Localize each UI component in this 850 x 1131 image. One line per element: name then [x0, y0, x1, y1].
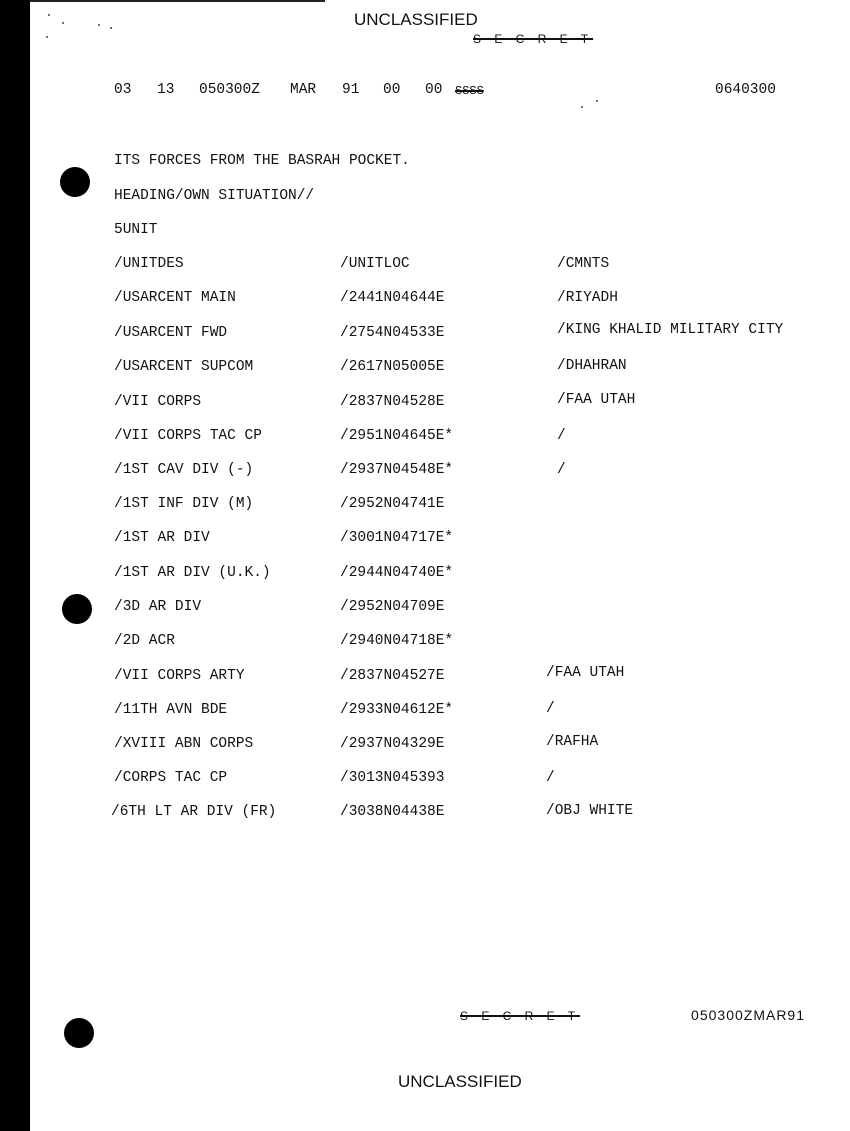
cell-unitloc: /2837N04528E	[340, 394, 445, 410]
body-line-1: ITS FORCES FROM THE BASRAH POCKET.	[114, 153, 410, 169]
scan-speck	[62, 22, 64, 24]
cell-unitdes: /USARCENT SUPCOM	[114, 359, 254, 375]
cell-cmnts: /	[557, 428, 566, 444]
scan-speck	[46, 36, 48, 38]
cell-unitdes: /3D AR DIV	[114, 599, 202, 615]
header-field-2: 13	[157, 82, 175, 98]
col-header-cmnts: /CMNTS	[557, 256, 610, 272]
body-line-3: 5UNIT	[114, 222, 158, 238]
cell-cmnts: /FAA UTAH	[557, 392, 636, 408]
cell-unitloc: /2952N04741E	[340, 496, 445, 512]
col-header-unitloc: /UNITLOC	[340, 256, 410, 272]
cell-unitloc: /2933N04612E*	[340, 702, 454, 718]
col-header-unitdes: /UNITDES	[114, 256, 184, 272]
cell-unitloc: /2837N04527E	[340, 668, 445, 684]
cell-unitdes: /1ST AR DIV	[114, 530, 210, 546]
classification-bottom: UNCLASSIFIED	[398, 1072, 522, 1091]
cell-unitdes: /6TH LT AR DIV (FR)	[111, 804, 277, 820]
cell-unitdes: /11TH AVN BDE	[114, 702, 228, 718]
cell-unitdes: /1ST INF DIV (M)	[114, 496, 254, 512]
cell-unitloc: /2937N04548E*	[340, 462, 454, 478]
cell-cmnts: /RAFHA	[546, 734, 599, 750]
punch-hole-bottom	[64, 1018, 94, 1048]
scan-speck	[48, 14, 50, 16]
cell-unitdes: /VII CORPS TAC CP	[114, 428, 262, 444]
body-line-2: HEADING/OWN SITUATION//	[114, 188, 315, 204]
struck-classification-bottom: S E C R E T	[460, 1009, 581, 1023]
cell-cmnts: /KING KHALID MILITARY CITY	[557, 322, 784, 338]
top-rule	[30, 0, 325, 2]
header-page-id: 0640300	[715, 82, 776, 98]
footer-dtg: 050300ZMAR91	[691, 1007, 805, 1023]
cell-unitdes: /USARCENT FWD	[114, 325, 228, 341]
cell-cmnts: /FAA UTAH	[546, 665, 625, 681]
cell-unitloc: /3001N04717E*	[340, 530, 454, 546]
cell-cmnts: /	[546, 701, 555, 717]
punch-hole-middle	[62, 594, 92, 624]
scan-speck	[596, 100, 598, 102]
header-field-1: 03	[114, 82, 132, 98]
scan-speck	[581, 106, 583, 108]
cell-unitloc: /2951N04645E*	[340, 428, 454, 444]
cell-cmnts: /	[546, 770, 555, 786]
cell-unitdes: /1ST AR DIV (U.K.)	[114, 565, 271, 581]
cell-unitloc: /2617N05005E	[340, 359, 445, 375]
cell-cmnts: /OBJ WHITE	[546, 803, 634, 819]
scan-speck	[110, 27, 112, 29]
cell-unitdes: /CORPS TAC CP	[114, 770, 228, 786]
scan-speck	[98, 24, 100, 26]
header-field-7: 00	[425, 82, 443, 98]
cell-unitdes: /VII CORPS ARTY	[114, 668, 245, 684]
header-field-6: 00	[383, 82, 401, 98]
cell-unitdes: /USARCENT MAIN	[114, 290, 236, 306]
cell-unitdes: /VII CORPS	[114, 394, 202, 410]
cell-cmnts: /DHAHRAN	[557, 358, 627, 374]
cell-unitloc: /3038N04438E	[340, 804, 445, 820]
cell-unitloc: /2944N04740E*	[340, 565, 454, 581]
header-struck-code: SSSS	[455, 84, 484, 98]
cell-unitdes: /1ST CAV DIV (-)	[114, 462, 254, 478]
cell-unitloc: /2952N04709E	[340, 599, 445, 615]
cell-cmnts: /RIYADH	[557, 290, 618, 306]
cell-unitloc: /3013N045393	[340, 770, 445, 786]
cell-unitloc: /2940N04718E*	[340, 633, 454, 649]
cell-cmnts: /	[557, 462, 566, 478]
cell-unitloc: /2754N04533E	[340, 325, 445, 341]
binding-edge	[0, 0, 30, 1131]
cell-unitloc: /2441N04644E	[340, 290, 445, 306]
header-dtg: 050300Z	[199, 82, 260, 98]
cell-unitdes: /XVIII ABN CORPS	[114, 736, 254, 752]
classification-top: UNCLASSIFIED	[354, 10, 478, 29]
struck-classification-top: S E C R E T	[473, 32, 594, 46]
header-year: 91	[342, 82, 360, 98]
cell-unitdes: /2D ACR	[114, 633, 175, 649]
cell-unitloc: /2937N04329E	[340, 736, 445, 752]
punch-hole-top	[60, 167, 90, 197]
header-month: MAR	[290, 82, 317, 98]
